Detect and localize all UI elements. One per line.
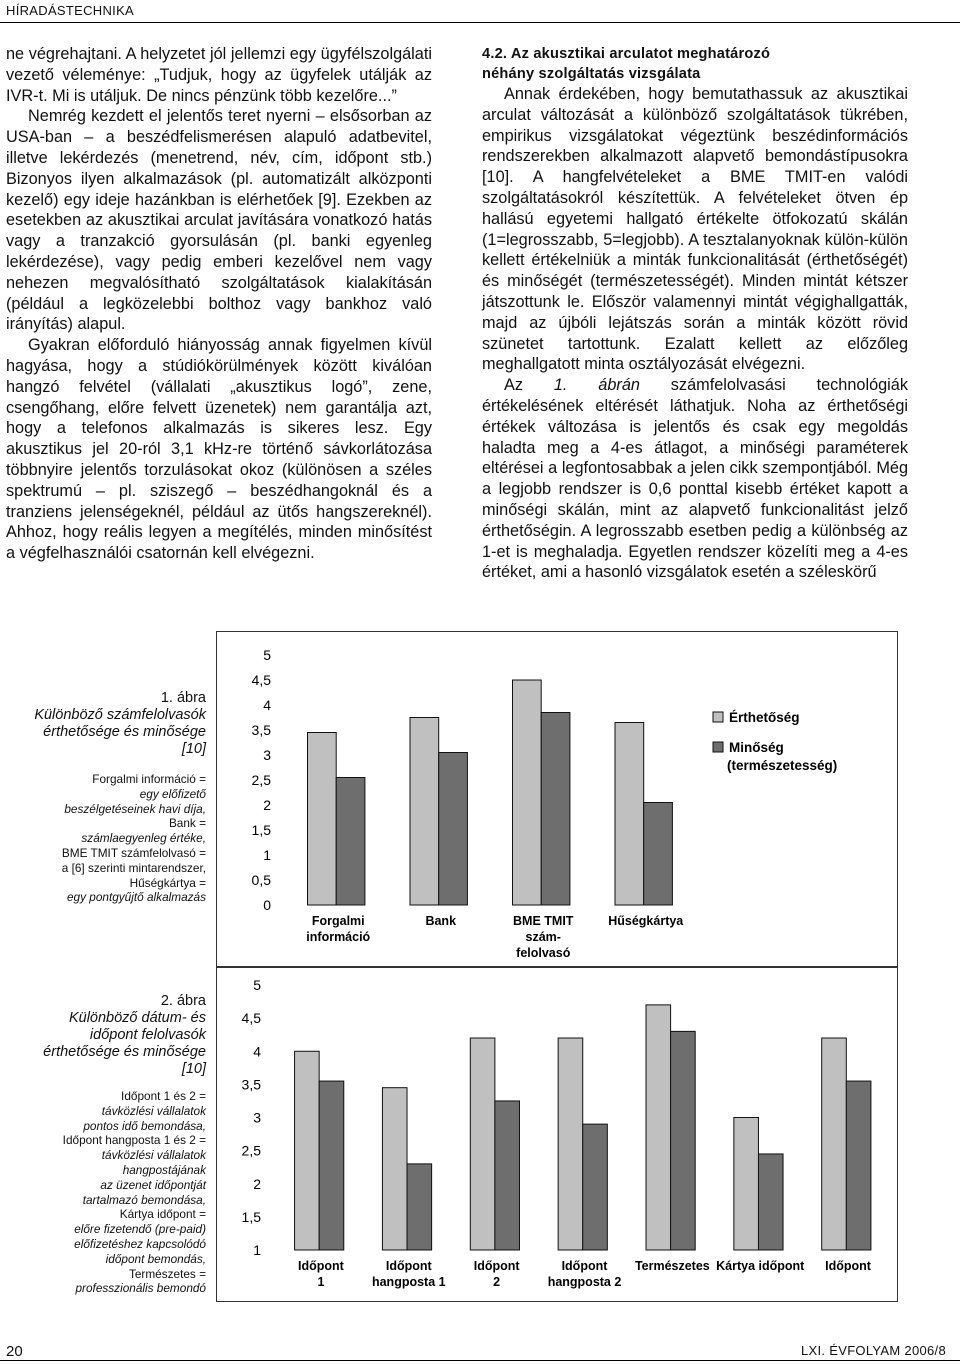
bar-erthetoseg	[558, 1038, 583, 1250]
figure-2-chart	[216, 967, 898, 1302]
bar-erthetoseg	[734, 1118, 759, 1251]
legend-line: pontos idő bemondása,	[83, 1118, 206, 1133]
section-title-line-2: néhány szolgáltatás vizsgálata	[482, 66, 701, 82]
y-tick-label: 0,5	[251, 872, 271, 888]
bar-minoseg	[336, 778, 365, 906]
bar-minoseg	[439, 753, 468, 906]
legend-swatch-erthetoseg	[713, 712, 723, 722]
left-paragraph-2: Nemrég kezdett el jelentős teret nyerni – elsősorban az USA-ban – a beszédfelismerésen alapuló adatbevitel, illetve lekérdezés (menetrend, név, cím, időpont stb.) Bizonyos ilyen alkalmazások (pl. automatizált alközponti kezelő) egy ideje hazánkban is elérhetőek [9]. Ezekben az esetekben az akusztikai arculat javítására vonatkozó hatás vagy a tranzakció gyorsulásán (pl. banki egyenleg lekérdezése), vagy pedig emberi kezelővel nem vagy nehezen megvalósítható szolgáltatások kialakításán (például a legközelebbi bolthoz vagy bankhoz való irányítás) alapul.	[6, 107, 432, 334]
x-tick-label: Bank	[425, 914, 457, 928]
y-tick-label: 3	[263, 747, 271, 763]
x-tick-label: hangposta 2	[547, 1275, 622, 1289]
figure-2-chart-svg	[217, 968, 897, 1301]
legend-line: professzionális bemondó	[75, 1281, 206, 1296]
legend-line: egy előfizető	[139, 786, 206, 801]
bar-minoseg	[583, 1124, 608, 1250]
x-tick-label: Forgalmi	[311, 914, 365, 928]
left-paragraph-3: Gyakran előforduló hiányosság annak figyelmen kívül hagyása, hogy a stúdiókörülmények között kiválóan hangzó felvétel (vállalati „akusztikus logó”, zene, csengőhang, előre felvett üzenetek) nem garantálja azt, hogy a telefonos alkalmazás is sikeres lesz. Egy akusztikus jel 20-ról 3,1 kHz-re történő sávkorlátozása többnyire jelentős torzulásokat okoz (különösen a széles spektrumú – pl. sziszegő – beszédhangoknál és a tranziens jelenségeknél, például az ütős hangszereknél). Ahhoz, hogy reális legyen a megítélés, minden minősítést a végfelhasználói csatornán kell elvégezni.	[6, 336, 432, 563]
legend-line: előre fizetendő (pre-paid)	[74, 1222, 206, 1237]
legend-line: Kártya időpont =	[119, 1207, 206, 1222]
paragraph-2-start: Az	[504, 376, 554, 395]
x-tick-label: Kártya időpont	[716, 1259, 805, 1273]
right-paragraph-2	[482, 375, 908, 583]
x-tick-label: 1	[317, 1275, 325, 1289]
bar-erthetoseg	[513, 680, 542, 905]
bar-erthetoseg	[410, 718, 439, 906]
y-tick-label: 5	[263, 647, 271, 663]
figure-1-legend-text	[22, 772, 206, 905]
bar-erthetoseg	[308, 733, 337, 906]
x-tick-label: Időpont	[473, 1259, 520, 1273]
legend-line: hangpostájának	[122, 1162, 206, 1177]
legend-line: Bank =	[168, 816, 206, 831]
x-tick-label: BME TMIT	[513, 914, 574, 928]
bar-erthetoseg	[470, 1038, 495, 1250]
bar-minoseg	[407, 1164, 432, 1250]
y-tick-label: 0	[263, 897, 271, 913]
bar-erthetoseg	[822, 1038, 847, 1250]
x-tick-label: 2	[493, 1275, 501, 1289]
legend-line: Időpont 1 és 2 =	[121, 1089, 206, 1103]
legend-label: Érthetőség	[729, 710, 800, 725]
x-tick-label: hangposta 1	[371, 1275, 446, 1289]
y-tick-label: 4	[253, 1043, 261, 1060]
x-tick-label: Természetes	[634, 1259, 710, 1273]
figure-1-chart-svg	[217, 632, 897, 966]
bar-minoseg	[846, 1081, 871, 1250]
x-tick-label: Időpont	[385, 1259, 432, 1273]
y-tick-label: 1	[253, 1242, 261, 1258]
legend-line: távközlési vállalatok	[101, 1148, 206, 1163]
y-tick-label: 2	[253, 1175, 261, 1192]
page-number: 20	[6, 1343, 23, 1360]
legend-line: BME TMIT számfelolvasó =	[61, 845, 206, 860]
right-paragraph-1: Annak érdekében, hogy bemutathassuk az akusztikai arculat változását a különböző szolgáltatások tükrében, empirikus vizsgálatokat végeztünk beszédinformációs rendszerekben alkalmazott alapvető bemondástípusokra [10]. A hangfelvételeket a BME TMIT-en valódi szolgáltatásokról készítettük. A felvételeket ötven ép hallású egyetemi hallgató értékelte ötfokozatú skálán (1=legrosszabb, 5=legjobb). A tesztalanyoknak külön-külön kellett értékelniük a minták funkcionalitását (érthetőségét) és minőségét (természetességét). Minden mintát kétszer játszottunk le. Először valamennyi mintát végighallgatták, majd az újbóli lejátszás során a minták között rövid szünetet tartottunk. Ezalatt kellett az előzőleg meghallgatott minta osztályozását elvégezni.	[482, 85, 908, 374]
x-tick-label: Időpont	[298, 1259, 344, 1273]
journal-header-label: HÍRADÁSTECHNIKA	[6, 3, 135, 18]
x-tick-label: felolvasó	[516, 946, 571, 960]
left-column	[6, 44, 432, 564]
figure-2-legend-text	[22, 1089, 206, 1296]
figure-1-title: Különböző számfelolvasók érthetősége és minősége [10]	[34, 707, 206, 757]
bar-minoseg	[758, 1154, 783, 1250]
y-tick-label: 1,5	[241, 1208, 261, 1225]
legend-line: egy pontgyűjtő alkalmazás	[66, 890, 206, 905]
y-tick-label: 3	[253, 1109, 261, 1126]
figure-1-number: 1. ábra	[160, 690, 206, 706]
y-tick-label: 4	[263, 697, 271, 713]
right-column	[482, 44, 908, 583]
y-tick-label: 4,5	[241, 1010, 261, 1027]
legend-label: (természetesség)	[727, 758, 838, 773]
legend-line: Hűségkártya =	[129, 875, 206, 890]
legend-swatch-minoseg	[713, 742, 723, 752]
y-tick-label: 1	[263, 847, 271, 863]
bar-minoseg	[495, 1101, 520, 1250]
bar-erthetoseg	[646, 1005, 671, 1250]
bar-erthetoseg	[382, 1088, 407, 1250]
y-tick-label: 5	[253, 977, 261, 993]
figure-2-title: Különböző dátum- és időpont felolvasók érthetősége és minősége [10]	[43, 1010, 206, 1077]
paragraph-2-rest: számfelolvasási technológiák értékelésének eltérését láthatjuk. Noha az érthetőségi értékek változása is jelentős és csak egy megoldás haladta meg a 4-es átlagot, a minőségi paraméterek eltérései a legfontosabbak a jelen cikk szempontjából. Még a legjobb rendszer is 0,6 ponttal kisebb értéket kapott a minőségi skálán, mint az alapvető funkcionalitást jelző érthetőségin. A legrosszabb esetben pedig a különbség az 1-et is meghaladja. Egyetlen rendszer közelíti meg a 4-es értéket, ami a hasonló vizsgálatok esetén a széleskörű	[482, 376, 908, 582]
legend-label: Minőség	[729, 740, 784, 755]
y-tick-label: 4,5	[251, 672, 271, 688]
bar-minoseg	[644, 803, 673, 906]
y-tick-label: 3,5	[241, 1076, 261, 1093]
y-tick-label: 2,5	[241, 1142, 261, 1159]
y-tick-label: 2	[263, 797, 271, 813]
bar-erthetoseg	[295, 1051, 320, 1250]
legend-line: távközlési vállalatok	[101, 1103, 206, 1118]
x-tick-label: információ	[306, 930, 371, 944]
legend-line: előfizetéshez kapcsolódó	[74, 1236, 206, 1251]
x-tick-label: Hűségkártya	[608, 914, 684, 928]
figure-1-chart	[216, 631, 898, 967]
legend-line: időpont bemondás,	[105, 1251, 206, 1266]
legend-line: tartalmazó bemondása,	[82, 1192, 206, 1207]
legend-line: az üzenet időpontját	[100, 1177, 206, 1192]
y-tick-label: 3,5	[251, 722, 271, 738]
legend-line: Természetes =	[128, 1266, 206, 1281]
y-tick-label: 1,5	[251, 822, 271, 838]
bar-minoseg	[671, 1031, 696, 1250]
legend-line: Időpont hangposta 1 és 2 =	[62, 1133, 206, 1148]
footer-journal: LXI. ÉVFOLYAM 2006/8	[801, 1343, 946, 1358]
figure-1-caption	[22, 690, 206, 758]
left-paragraph-1: ne végrehajtani. A helyzetet jól jellemzi egy ügyfélszolgálati vezető véleménye: „Tudjuk, hogy az ügyfelek utálják az IVR-t. Mi is utáljuk. De nincs pénzünk több kezelőre...”	[6, 45, 432, 105]
section-title-line-1: 4.2. Az akusztikai arculatot meghatározó	[482, 46, 771, 62]
figure-2-number: 2. ábra	[160, 993, 206, 1009]
legend-line: Forgalmi információ =	[92, 772, 206, 786]
legend-line: beszélgetéseinek havi díja,	[64, 801, 206, 816]
header-rule	[0, 22, 960, 23]
bar-minoseg	[541, 713, 570, 906]
x-tick-label: Időpont	[561, 1259, 608, 1273]
x-tick-label: szám-	[525, 930, 561, 944]
legend-line: a [6] szerinti mintarendszer,	[61, 860, 206, 875]
legend-line: számlaegyenleg értéke,	[81, 831, 206, 846]
y-tick-label: 2,5	[251, 772, 271, 788]
bar-erthetoseg	[615, 723, 644, 906]
figure-2-caption	[22, 993, 206, 1078]
x-tick-label: Időpont	[825, 1259, 871, 1273]
figure-reference: 1. ábrán	[553, 376, 640, 395]
footer-rule	[0, 1360, 960, 1361]
bar-minoseg	[319, 1081, 344, 1250]
